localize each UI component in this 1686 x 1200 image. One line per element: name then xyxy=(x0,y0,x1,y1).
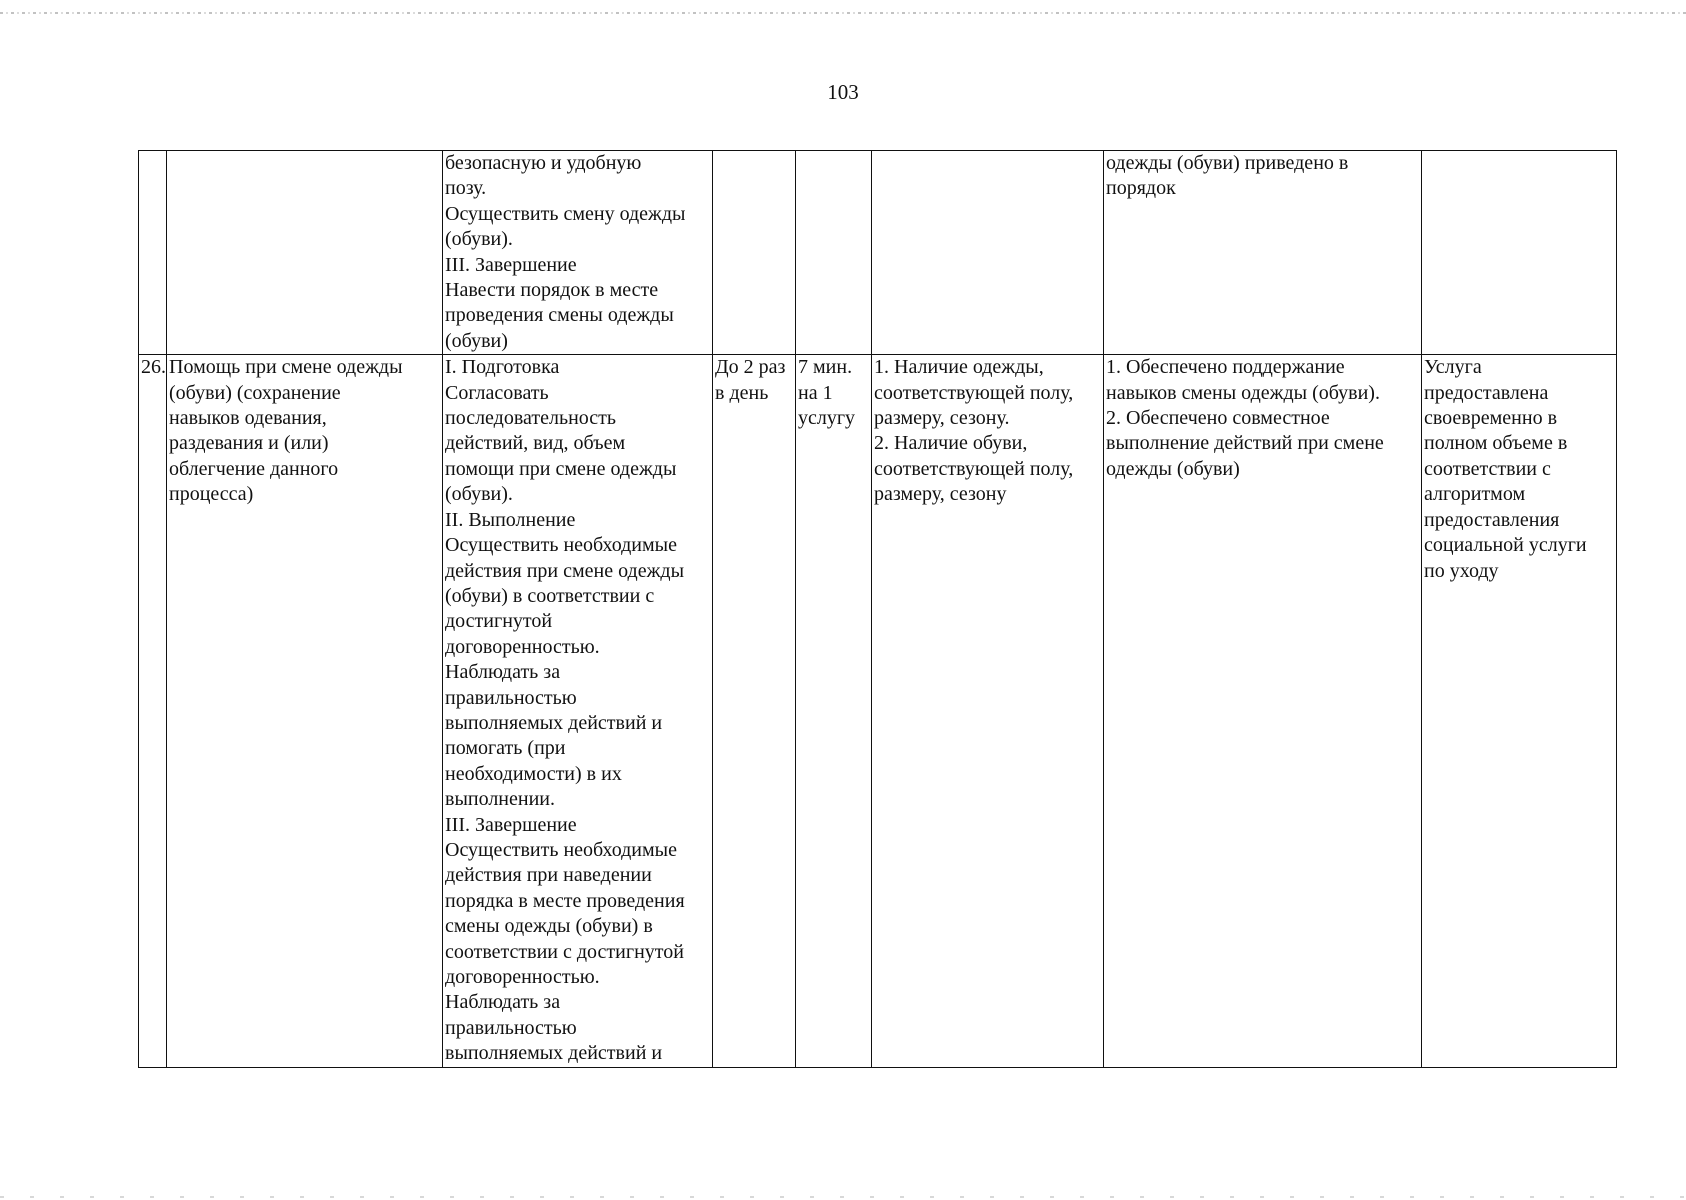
service-name-cell xyxy=(167,151,443,355)
conditions-cell xyxy=(872,151,1104,355)
frequency-cell xyxy=(713,151,796,355)
scan-top-edge xyxy=(0,12,1686,14)
table-row xyxy=(139,355,1617,1067)
evaluation-cell: Услуга предоставлена своевременно в полном объеме в соответствии с алгоритмом предоставления социальной услуги по уходу xyxy=(1422,355,1617,1067)
duration-cell xyxy=(796,151,872,355)
conditions-cell: 1. Наличие одежды, соответствующей полу, размеру, сезону. 2. Наличие обуви, соответствующей полу, размеру, сезону xyxy=(872,355,1104,1067)
result-cell: 1. Обеспечено поддержание навыков смены одежды (обуви). 2. Обеспечено совместное выполнение действий при смене одежды (обуви) xyxy=(1104,355,1422,1067)
evaluation-cell xyxy=(1422,151,1617,355)
scan-bottom-edge xyxy=(0,1196,1686,1198)
row-number-cell xyxy=(139,151,167,355)
row-number-cell: 26. xyxy=(139,355,167,1067)
table-row xyxy=(139,151,1617,355)
service-standards-table xyxy=(138,150,1617,1068)
duration-cell: 7 мин. на 1 услугу xyxy=(796,355,872,1067)
frequency-cell: До 2 раз в день xyxy=(713,355,796,1067)
service-name-cell: Помощь при смене одежды (обуви) (сохранение навыков одевания, раздевания и (или) облегчение данного процесса) xyxy=(167,355,443,1067)
page-number: 103 xyxy=(827,80,859,104)
result-cell: одежды (обуви) приведено в порядок xyxy=(1104,151,1422,355)
procedure-cell: безопасную и удобную позу. Осуществить смену одежды (обуви). III. Завершение Навести порядок в месте проведения смены одежды (обуви) xyxy=(443,151,713,355)
procedure-cell: I. Подготовка Согласовать последовательность действий, вид, объем помощи при смене одежды (обуви). II. Выполнение Осуществить необходимые действия при смене одежды (обуви) в соответствии с достигнутой договоренностью. Наблюдать за правильностью выполняемых действий и помогать (при необходимости) в их выполнении. III. Завершение Осуществить необходимые действия при наведении порядка в месте проведения смены одежды (обуви) в соответствии с достигнутой договоренностью. Наблюдать за правильностью выполняемых действий и xyxy=(443,355,713,1067)
